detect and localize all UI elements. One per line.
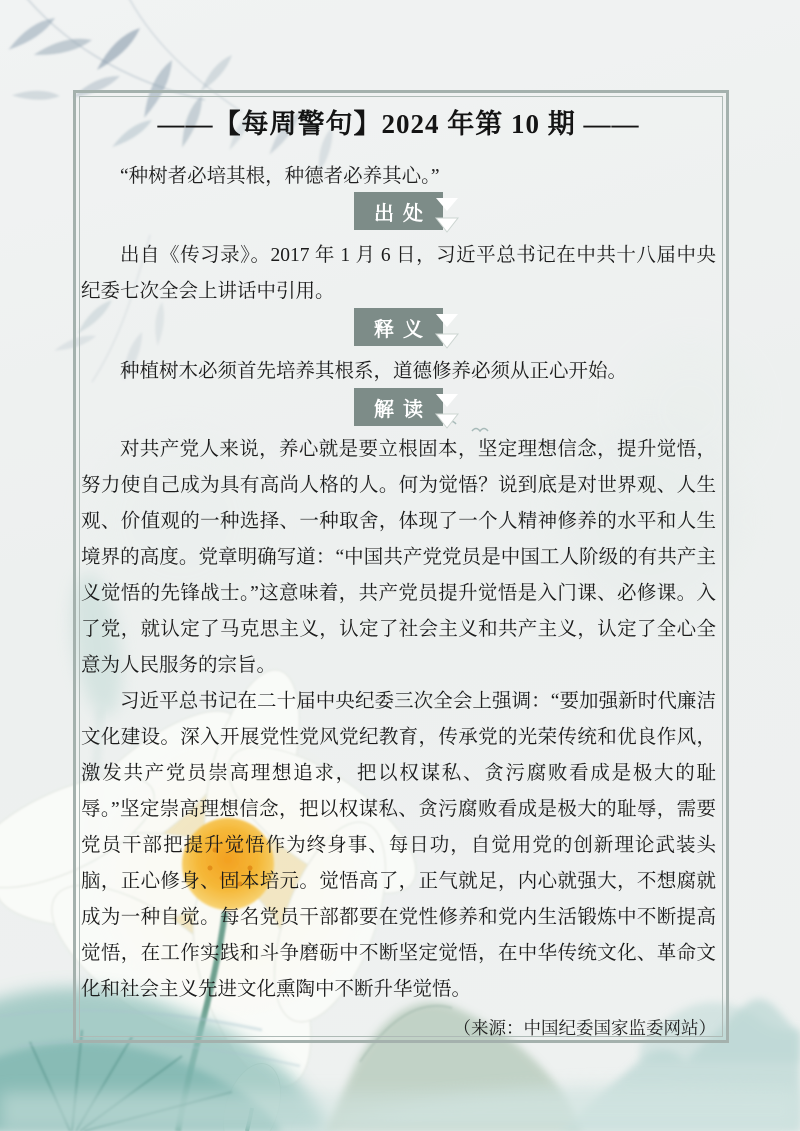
analysis-paragraph-2: 习近平总书记在二十届中央纪委三次全会上强调：“要加强新时代廉洁文化建设。深入开展党性党风党纪教育，传承党的光荣传统和优良作风，激发共产党员崇高理想追求，把以权谋私、贪污腐败看成是极大的耻辱。”坚定崇高理想信念，把以权谋私、贪污腐败看成是极大的耻辱，需要党员干部把提升觉悟作为终身事、每日功，自觉用党的创新理论武装头脑，正心修身、固本培元。觉悟高了，正气就足，内心就强大，不想腐就成为一种自觉。每名党员干部都要在党性修养和党内生活锻炼中不断提高觉悟，在工作实践和斗争磨砺中不断坚定觉悟，在中华传统文化、革命文化和社会主义先进文化熏陶中不断升华觉悟。 (81, 691, 716, 1000)
attribution-line: （来源：中国纪委国家监委网站） (453, 1018, 716, 1038)
double-down-arrow-icon (434, 392, 460, 434)
page-title: ——【每周警句】2024 年第 10 期 —— (157, 109, 640, 139)
section-label-origin-text: 出处 (374, 202, 432, 225)
interpretation-paragraph: 种植树木必须首先培养其根系，道德修养必须从正心开始。 (120, 361, 628, 382)
origin-paragraph: 出自《传习录》。2017 年 1 月 6 日，习近平总书记在中共十八届中央纪委七次全会上讲话中引用。 (81, 245, 716, 302)
section-label-interpretation-text: 释义 (374, 318, 432, 341)
section-label-origin (354, 192, 443, 230)
double-down-arrow-icon (434, 312, 460, 354)
section-label-interpretation (354, 308, 443, 346)
double-down-arrow-icon (434, 196, 460, 238)
section-label-analysis (354, 388, 443, 426)
aphorism-quote: “种树者必培其根，种德者必养其心。” (120, 166, 440, 187)
document-content (81, 96, 716, 1042)
section-label-analysis-text: 解读 (374, 398, 432, 421)
analysis-paragraph-1: 对共产党人来说，养心就是要立根固本，坚定理想信念，提升觉悟，努力使自己成为具有高尚人格的人。何为觉悟？说到底是对世界观、人生观、价值观的一种选择、一种取舍，体现了一个人精神修养的水平和人生境界的高度。党章明确写道：“中国共产党党员是中国工人阶级的有共产主义觉悟的先锋战士。”这意味着，共产党员提升觉悟是入门课、必修课。入了党，就认定了马克思主义，认定了社会主义和共产主义，认定了全心全意为人民服务的宗旨。 (81, 439, 716, 676)
